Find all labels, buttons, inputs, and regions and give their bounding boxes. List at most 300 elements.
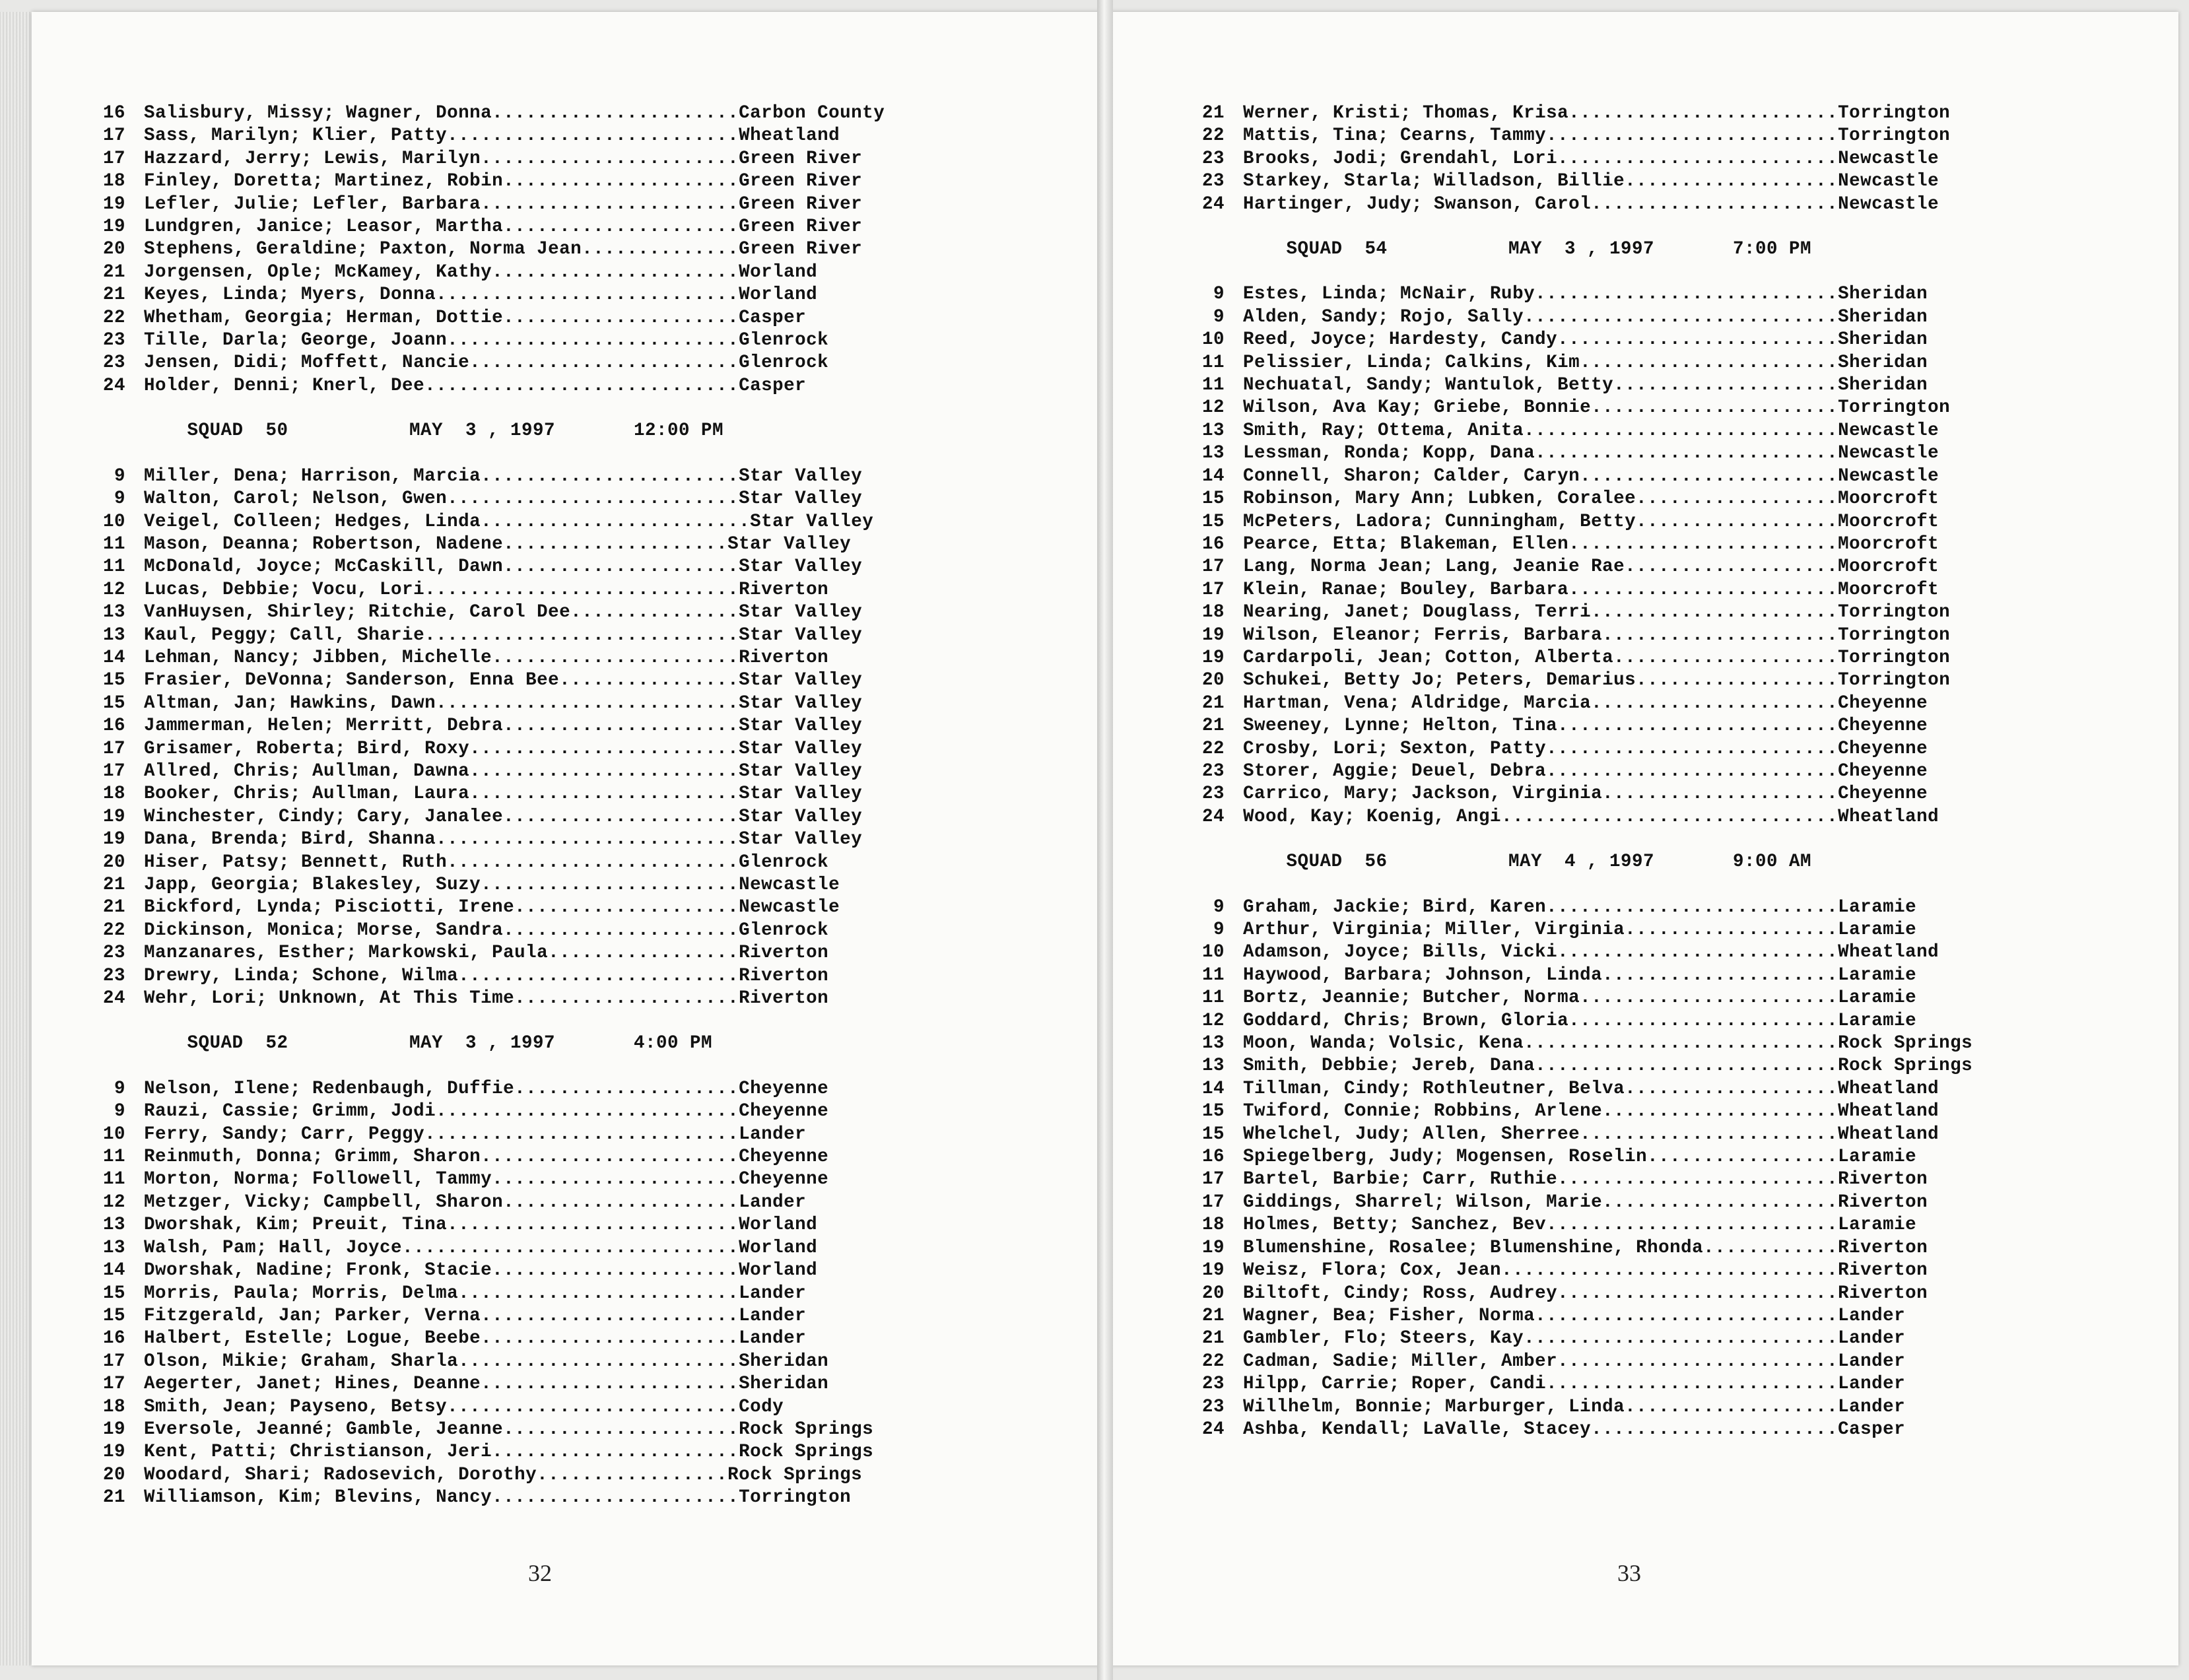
entry-town: Lander [1838, 1305, 1906, 1326]
entry-number: 10 [1201, 329, 1225, 351]
entry-names: Altman, Jan; Hawkins, Dawn [144, 692, 436, 714]
squad-label: SQUAD 52 [187, 1033, 288, 1054]
entry-leader-dots: ....................... [1580, 1124, 1838, 1145]
entry-number: 24 [1201, 806, 1225, 827]
entry-number: 15 [1201, 1124, 1225, 1145]
entry-row [1165, 964, 1972, 987]
entry-number: 9 [114, 488, 125, 510]
entry-row [66, 170, 885, 193]
entry-leader-dots: ....................... [481, 1328, 739, 1349]
entry-leader-dots: ....................... [481, 465, 739, 487]
entry-row [1165, 1055, 1972, 1077]
entry-number: 10 [1201, 942, 1225, 963]
entry-town: Wheatland [1838, 942, 1939, 963]
entry-town: Green River [739, 148, 863, 169]
entry-row [66, 465, 885, 488]
entry-number: 16 [1201, 1147, 1225, 1168]
entry-leader-dots: ............................ [424, 624, 739, 646]
entry-names: Crosby, Lori; Sexton, Patty [1243, 738, 1547, 759]
entry-leader-dots: .......................... [447, 488, 739, 510]
entry-names: Goddard, Chris; Brown, Gloria [1243, 1010, 1569, 1031]
entry-leader-dots: ......................... [1557, 329, 1838, 351]
entry-names: Carrico, Mary; Jackson, Virginia [1243, 784, 1603, 805]
entry-row [1165, 102, 1972, 125]
entry-leader-dots: ......................... [458, 1351, 739, 1372]
entry-leader-dots: ........................ [469, 353, 739, 374]
entry-names: Whetham, Georgia; Herman, Dottie [144, 307, 504, 328]
entry-row [1165, 374, 1972, 397]
entry-number: 15 [1201, 511, 1225, 532]
entry-names: Biltoft, Cindy; Ross, Audrey [1243, 1283, 1558, 1304]
entry-leader-dots: ................... [1625, 171, 1838, 192]
entry-number: 16 [102, 716, 125, 737]
entry-number: 21 [1201, 1328, 1225, 1349]
entry-leader-dots: ................... [1625, 920, 1838, 940]
squad-time: 7:00 PM [1733, 239, 1812, 260]
entry-names: Hazzard, Jerry; Lewis, Marilyn [144, 148, 481, 169]
entry-number: 21 [1201, 716, 1225, 737]
entry-number: 13 [102, 602, 125, 623]
entry-names: Spiegelberg, Judy; Mogensen, Roselin [1243, 1147, 1648, 1168]
entry-number: 19 [102, 217, 125, 238]
entry-leader-dots: .............................. [402, 1237, 739, 1258]
entry-leader-dots: .............................. [1501, 1260, 1838, 1281]
entry-row [1165, 1078, 1972, 1100]
entry-town: Green River [739, 193, 863, 215]
entry-row [66, 942, 885, 964]
entry-number: 17 [1201, 579, 1225, 600]
entry-town: Cheyenne [1838, 738, 1928, 759]
entry-town: Riverton [1838, 1169, 1928, 1190]
entry-row [66, 738, 885, 760]
entry-number: 17 [102, 760, 125, 782]
entry-names: Hartinger, Judy; Swanson, Carol [1243, 193, 1592, 215]
entry-town: Torrington [1838, 602, 1951, 623]
squad-time: 12:00 PM [634, 420, 724, 442]
entry-row [66, 1078, 885, 1100]
entry-town: Wheatland [1838, 1124, 1939, 1145]
entry-town: Lander [1838, 1396, 1906, 1417]
entry-number: 22 [1201, 738, 1225, 759]
entry-town: Newcastle [1838, 148, 1939, 169]
entry-row [66, 556, 885, 578]
entry-town: Newcastle [739, 875, 840, 895]
entry-number: 24 [102, 375, 125, 396]
entry-number: 22 [1201, 125, 1225, 147]
entry-leader-dots: ................... [1625, 556, 1838, 578]
entry-names: Robinson, Mary Ann; Lubken, Coralee [1243, 488, 1636, 510]
entry-leader-dots: ..................... [503, 556, 739, 578]
entry-number: 11 [1201, 988, 1225, 1009]
entry-town: Worland [739, 1215, 818, 1236]
entry-number: 15 [102, 1283, 125, 1304]
squad-label: SQUAD 56 [1286, 852, 1388, 873]
entry-town: Riverton [739, 943, 829, 964]
entry-number: 17 [1201, 1192, 1225, 1213]
entry-town: Riverton [1838, 1192, 1928, 1213]
entry-names: Aegerter, Janet; Hines, Deanne [144, 1374, 481, 1395]
entry-leader-dots: .......................... [1546, 738, 1838, 759]
entry-number: 12 [1201, 397, 1225, 419]
entry-number: 12 [102, 1192, 125, 1213]
entry-town: Newcastle [1838, 171, 1939, 192]
entry-names: Veigel, Colleen; Hedges, Linda [144, 511, 481, 532]
entry-names: Jensen, Didi; Moffett, Nancie [144, 353, 470, 374]
entry-leader-dots: ..................... [1602, 964, 1838, 986]
entry-number: 20 [1201, 670, 1225, 691]
entry-town: Star Valley [739, 784, 863, 805]
entry-town: Cheyenne [739, 1078, 829, 1099]
entry-number: 24 [102, 988, 125, 1009]
entry-names: Allred, Chris; Aullman, Dawna [144, 760, 470, 782]
entry-leader-dots: ....................... [481, 1147, 739, 1168]
entry-leader-dots: ................ [559, 670, 739, 691]
entry-number: 21 [102, 1487, 125, 1508]
entry-number: 21 [102, 875, 125, 895]
entry-names: Finley, Doretta; Martinez, Robin [144, 171, 504, 192]
entry-town: Moorcroft [1838, 556, 1939, 578]
entry-row [66, 896, 885, 919]
entry-leader-dots: ........................... [436, 285, 739, 306]
entry-row [1165, 1146, 1972, 1168]
entry-number: 19 [1201, 1260, 1225, 1281]
entry-row [1165, 1124, 1972, 1146]
entry-row [1165, 1214, 1972, 1236]
entry-row [1165, 783, 1972, 805]
entry-leader-dots: ...................... [1591, 602, 1838, 623]
entry-row [66, 375, 885, 397]
entry-row [1165, 170, 1972, 193]
entry-names: Bortz, Jeannie; Butcher, Norma [1243, 988, 1580, 1009]
entry-town: Star Valley [739, 556, 863, 578]
entry-town: Lander [739, 1283, 807, 1304]
entry-town: Rock Springs [739, 1442, 874, 1463]
entry-names: Estes, Linda; McNair, Ruby [1243, 284, 1535, 305]
entry-row [1165, 941, 1972, 964]
entry-names: Sass, Marilyn; Klier, Patty [144, 125, 448, 147]
entry-leader-dots: .......................... [447, 1215, 739, 1236]
entry-names: Lessman, Ronda; Kopp, Dana [1243, 443, 1535, 464]
entry-town: Laramie [1838, 964, 1917, 986]
entry-number: 15 [1201, 1101, 1225, 1122]
entry-leader-dots: ...................... [492, 647, 739, 668]
entry-town: Laramie [1838, 1215, 1917, 1236]
entry-row [1165, 420, 1972, 442]
entry-town: Sheridan [1838, 375, 1928, 396]
entry-row [1165, 511, 1972, 533]
entry-number: 23 [102, 943, 125, 964]
entry-town: Sheridan [739, 1374, 829, 1395]
entry-row [66, 579, 885, 601]
entry-names: Hilpp, Carrie; Roper, Candi [1243, 1374, 1547, 1395]
entry-names: Dickinson, Monica; Morse, Sandra [144, 920, 504, 941]
entry-number: 24 [1201, 193, 1225, 215]
entry-town: Sheridan [1838, 306, 1928, 327]
entry-town: Riverton [1838, 1260, 1928, 1281]
entry-names: Adamson, Joyce; Bills, Vicki [1243, 942, 1558, 963]
entry-row [66, 965, 885, 988]
entry-row [1165, 488, 1972, 510]
entry-row [66, 1168, 885, 1191]
entry-leader-dots: ..................... [503, 1419, 739, 1440]
entry-leader-dots: ...................... [1591, 193, 1838, 215]
entry-leader-dots: ....................... [481, 193, 739, 215]
entry-leader-dots: ....................... [481, 1305, 739, 1326]
entry-number: 24 [1201, 1419, 1225, 1440]
entry-town: Moorcroft [1838, 533, 1939, 554]
entry-number: 14 [1201, 465, 1225, 487]
entry-number: 18 [102, 1396, 125, 1417]
entry-number: 15 [1201, 488, 1225, 510]
entry-row [1165, 601, 1972, 624]
entry-leader-dots: .......................... [1546, 896, 1838, 918]
entry-row [66, 102, 885, 125]
entry-names: Kaul, Peggy; Call, Sharie [144, 624, 425, 646]
entry-row [66, 1214, 885, 1236]
squad-date: MAY 3 , 1997 [409, 1033, 556, 1054]
entry-number: 13 [102, 1215, 125, 1236]
entry-number: 9 [114, 1101, 125, 1122]
entry-row [1165, 624, 1972, 647]
entry-town: Sheridan [1838, 329, 1928, 351]
entry-town: Laramie [1838, 896, 1917, 918]
entry-row [1165, 193, 1972, 216]
entry-row [66, 783, 885, 805]
entry-town: Laramie [1838, 988, 1917, 1009]
entry-names: Halbert, Estelle; Logue, Beebe [144, 1328, 481, 1349]
entry-row [66, 1396, 885, 1419]
entry-number: 9 [1213, 284, 1225, 305]
entry-row [66, 828, 885, 851]
entry-leader-dots: ...................... [492, 1169, 739, 1190]
entry-town: Star Valley [739, 624, 863, 646]
entry-row [1165, 283, 1972, 306]
entry-town: Worland [739, 1237, 818, 1258]
entry-row [1165, 465, 1972, 488]
entry-number: 13 [1201, 443, 1225, 464]
entry-number: 17 [102, 738, 125, 759]
entry-town: Casper [739, 375, 807, 396]
entry-row [1165, 1327, 1972, 1350]
entry-town: Casper [1838, 1419, 1906, 1440]
entry-town: Laramie [1838, 1010, 1917, 1031]
entry-town: Moorcroft [1838, 511, 1939, 532]
entry-town: Star Valley [739, 738, 863, 759]
entry-names: Schukei, Betty Jo; Peters, Demarius [1243, 670, 1636, 691]
entry-number: 18 [1201, 602, 1225, 623]
entry-town: Wheatland [739, 125, 840, 147]
entry-row [66, 647, 885, 669]
entry-row [66, 216, 885, 238]
entry-leader-dots: ............................ [424, 375, 739, 396]
entry-leader-dots: .................. [1636, 670, 1838, 691]
entry-names: Manzanares, Esther; Markowski, Paula [144, 943, 549, 964]
entry-number: 13 [1201, 1033, 1225, 1054]
entry-names: McPeters, Ladora; Cunningham, Betty [1243, 511, 1636, 532]
entry-leader-dots: .................... [1613, 375, 1838, 396]
entry-town: Wheatland [1838, 806, 1939, 827]
entry-names: Connell, Sharon; Calder, Caryn [1243, 465, 1580, 487]
entry-town: Riverton [1838, 1237, 1928, 1258]
entry-names: Morton, Norma; Followell, Tammy [144, 1169, 492, 1190]
entry-number: 16 [102, 103, 125, 123]
entry-leader-dots: ........................ [469, 760, 739, 782]
entry-row [66, 1487, 885, 1509]
entry-row [66, 874, 885, 896]
entry-town: Rock Springs [727, 1464, 863, 1485]
entry-number: 9 [1213, 306, 1225, 327]
entry-names: Tillman, Cindy; Rothleutner, Belva [1243, 1078, 1625, 1099]
entry-town: Cheyenne [739, 1147, 829, 1168]
entry-leader-dots: ............................ [424, 579, 739, 600]
entry-names: Holmes, Betty; Sanchez, Bev [1243, 1215, 1547, 1236]
entry-town: Wheatland [1838, 1101, 1939, 1122]
entry-row [1165, 1419, 1972, 1441]
entry-row [66, 1283, 885, 1305]
entry-town: Glenrock [739, 330, 829, 351]
entry-town: Laramie [1838, 920, 1917, 940]
entry-leader-dots: .............. [582, 239, 739, 260]
entry-row [1165, 692, 1972, 715]
entry-town: Torrington [1838, 624, 1951, 646]
entry-number: 11 [1201, 375, 1225, 396]
entry-number: 20 [102, 852, 125, 873]
entry-town: Star Valley [739, 806, 863, 827]
squad-time: 4:00 PM [634, 1033, 713, 1054]
entry-names: Storer, Aggie; Deuel, Debra [1243, 760, 1547, 782]
entry-names: Giddings, Sharrel; Wilson, Marie [1243, 1192, 1603, 1213]
left-page-content [66, 102, 885, 1510]
entry-names: Werner, Kristi; Thomas, Krisa [1243, 103, 1569, 123]
entry-row [1165, 806, 1972, 828]
entry-leader-dots: ..................... [1602, 1101, 1838, 1122]
entry-leader-dots: ............................ [1524, 1033, 1838, 1054]
entry-row [66, 692, 885, 715]
entry-number: 17 [102, 148, 125, 169]
entry-row [66, 1100, 885, 1123]
entry-number: 21 [1201, 692, 1225, 714]
entry-leader-dots: ......................... [1557, 942, 1838, 963]
entry-names: Willhelm, Bonnie; Marburger, Linda [1243, 1396, 1625, 1417]
entry-number: 19 [1201, 1237, 1225, 1258]
entry-names: Lang, Norma Jean; Lang, Jeanie Rae [1243, 556, 1625, 578]
entry-number: 10 [102, 1124, 125, 1145]
entry-town: Rock Springs [739, 1419, 874, 1440]
entry-leader-dots: ..................... [1602, 784, 1838, 805]
entry-town: Lander [739, 1192, 807, 1213]
entry-leader-dots: ............... [570, 602, 739, 623]
entry-town: Carbon County [739, 103, 885, 123]
entry-number: 23 [1201, 1374, 1225, 1395]
entry-leader-dots: .................... [1613, 647, 1838, 668]
squad-header [1165, 851, 1972, 873]
entry-town: Rock Springs [1838, 1033, 1973, 1054]
entry-names: Cardarpoli, Jean; Cotton, Alberta [1243, 647, 1614, 668]
entry-number: 22 [1201, 1351, 1225, 1372]
entry-number: 14 [102, 1260, 125, 1281]
entry-names: Graham, Jackie; Bird, Karen [1243, 896, 1547, 918]
entry-number: 12 [1201, 1010, 1225, 1031]
entry-town: Cheyenne [1838, 692, 1928, 714]
entry-number: 10 [102, 511, 125, 532]
entry-town: Rock Springs [1838, 1056, 1973, 1077]
entry-leader-dots: ........................ [469, 738, 739, 759]
entry-row [1165, 125, 1972, 147]
entry-number: 19 [102, 193, 125, 215]
entry-number: 9 [114, 465, 125, 487]
right-page-content [1165, 102, 1972, 1441]
entry-names: Holder, Denni; Knerl, Dee [144, 375, 425, 396]
entry-number: 11 [102, 1169, 125, 1190]
squad-date: MAY 3 , 1997 [409, 420, 556, 442]
entry-names: Rauzi, Cassie; Grimm, Jodi [144, 1101, 436, 1122]
entry-row [66, 1237, 885, 1260]
entry-town: Laramie [1838, 1147, 1917, 1168]
entry-town: Newcastle [1838, 420, 1939, 441]
entry-names: Wood, Kay; Koenig, Angi [1243, 806, 1502, 827]
entry-names: VanHuysen, Shirley; Ritchie, Carol Dee [144, 602, 571, 623]
entry-names: Winchester, Cindy; Cary, Janalee [144, 806, 504, 827]
entry-number: 21 [102, 285, 125, 306]
entry-number: 19 [1201, 624, 1225, 646]
entry-names: Mason, Deanna; Robertson, Nadene [144, 533, 504, 554]
entry-names: Haywood, Barbara; Johnson, Linda [1243, 964, 1603, 986]
entry-town: Star Valley [739, 670, 863, 691]
entry-number: 22 [102, 920, 125, 941]
entry-row [66, 624, 885, 647]
entry-names: Twiford, Connie; Robbins, Arlene [1243, 1101, 1603, 1122]
entry-leader-dots: ...................... [492, 1487, 739, 1508]
entry-row [66, 1260, 885, 1282]
entry-number: 16 [1201, 533, 1225, 554]
entry-town: Torrington [1838, 647, 1951, 668]
entry-leader-dots: .......................... [447, 852, 739, 873]
entry-number: 17 [102, 125, 125, 147]
entry-names: Hiser, Patsy; Bennett, Ruth [144, 852, 448, 873]
entry-leader-dots: .................. [1636, 511, 1838, 532]
entry-leader-dots: .......................... [447, 1396, 739, 1417]
entry-number: 19 [102, 1419, 125, 1440]
entry-names: Japp, Georgia; Blakesley, Suzy [144, 875, 481, 895]
entry-names: Lefler, Julie; Lefler, Barbara [144, 193, 481, 215]
entry-town: Worland [739, 261, 818, 283]
squad-label: SQUAD 50 [187, 420, 288, 442]
entry-leader-dots: ........................ [1568, 1010, 1838, 1031]
entry-names: Wilson, Eleanor; Ferris, Barbara [1243, 624, 1603, 646]
entry-number: 19 [102, 806, 125, 827]
entry-number: 17 [102, 1351, 125, 1372]
entry-leader-dots: ....................... [481, 1374, 739, 1395]
entry-names: Alden, Sandy; Rojo, Sally [1243, 306, 1524, 327]
entry-leader-dots: .......................... [1546, 760, 1838, 782]
entry-row [66, 533, 885, 556]
entry-town: Star Valley [739, 692, 863, 714]
entry-town: Riverton [1838, 1283, 1928, 1304]
entry-leader-dots: ............ [1703, 1237, 1838, 1258]
entry-row [1165, 1260, 1972, 1282]
entry-row [66, 1192, 885, 1214]
entry-names: Jorgensen, Ople; McKamey, Kathy [144, 261, 492, 283]
entry-names: Lundgren, Janice; Leasor, Martha [144, 217, 504, 238]
entry-names: Reinmuth, Donna; Grimm, Sharon [144, 1147, 481, 1168]
entry-number: 9 [1213, 896, 1225, 918]
entry-names: Hartman, Vena; Aldridge, Marcia [1243, 692, 1592, 714]
entry-number: 13 [1201, 1056, 1225, 1077]
entry-row [1165, 579, 1972, 601]
binding-gutter [1097, 0, 1113, 1680]
entry-town: Lander [739, 1124, 807, 1145]
entry-row [66, 125, 885, 147]
